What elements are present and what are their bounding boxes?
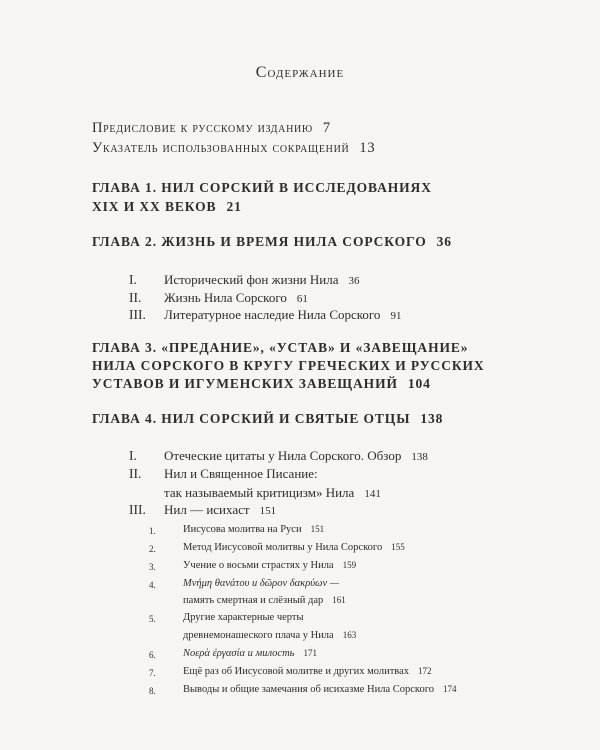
section-number: III. (129, 307, 146, 322)
section-text: Отеческие цитаты у Нила Сорского. Обзор 138 (164, 448, 428, 463)
entry-page: 7 (322, 120, 331, 136)
subsection-number: 4. (149, 580, 156, 590)
subsection-text-cont: древнемонашеского плача у Нила 163 (183, 630, 357, 641)
toc-entry-preface[interactable] (92, 120, 331, 137)
section-text: Жизнь Нила Сорского 61 (164, 290, 308, 305)
section-text: Литературное наследие Нила Сорского 91 (164, 307, 402, 322)
subsection-text: Νοερὰ ἐργασία и милость 171 (183, 648, 317, 659)
section-number: I. (129, 448, 137, 463)
subsection-text: Другие характерные черты (183, 612, 304, 623)
section-number: I. (129, 272, 137, 287)
entry-page: 104 (407, 376, 431, 391)
subsection-text: Μνήμη θανάτου и δῶρον δακρύων — (183, 578, 340, 589)
section-number: III. (129, 502, 146, 517)
entry-text: ГЛАВА 2. ЖИЗНЬ И ВРЕМЯ НИЛА СОРСКОГО (92, 234, 427, 249)
toc-entry-chapter-4[interactable] (92, 411, 443, 427)
entry-text: Указатель использованных сокращений (92, 140, 350, 156)
subsection-text: Выводы и общие замечания об исихазме Нила Сорского 174 (183, 684, 457, 695)
entry-text: УСТАВОВ И ИГУМЕНСКИХ ЗАВЕЩАНИЙ (92, 376, 398, 391)
subsection-number: 3. (149, 562, 156, 572)
section-text: Нил — исихаст 151 (164, 502, 277, 517)
toc-entry-abbreviations[interactable] (92, 140, 375, 157)
section-number: II. (129, 466, 142, 481)
subsection-text-cont: память смертная и слёзный дар 161 (183, 595, 346, 606)
subsection-number: 2. (149, 544, 156, 554)
section-text: Исторический фон жизни Нила 36 (164, 272, 360, 287)
toc-entry-chapter-3[interactable] (92, 340, 468, 356)
toc-entry-chapter-3-cont[interactable] (92, 376, 431, 392)
section-text-cont: так называемый критицизм» Нила 141 (164, 485, 381, 500)
entry-text: ГЛАВА 4. НИЛ СОРСКИЙ И СВЯТЫЕ ОТЦЫ (92, 411, 411, 426)
subsection-number: 1. (149, 526, 156, 536)
subsection-text: Учение о восьми страстях у Нила 159 (183, 560, 357, 571)
subsection-number: 5. (149, 614, 156, 624)
entry-text: XIX И XX ВЕКОВ (92, 199, 217, 214)
entry-text: Предисловие к русскому изданию (92, 120, 313, 136)
section-text: Нил и Священное Писание: (164, 466, 318, 481)
entry-text: НИЛА СОРСКОГО В КРУГУ ГРЕЧЕСКИХ И РУССКИХ (92, 358, 485, 373)
subsection-text: Иисусова молитва на Руси 151 (183, 524, 325, 535)
entry-text: ГЛАВА 3. «ПРЕДАНИЕ», «УСТАВ» И «ЗАВЕЩАНИЕ» (92, 340, 469, 355)
toc-entry-chapter-1[interactable] (92, 180, 432, 196)
section-number: II. (129, 290, 142, 305)
entry-page: 36 (436, 234, 452, 249)
subsection-text: Метод Иисусовой молитвы у Нила Сорского 155 (183, 542, 405, 553)
entry-text: ГЛАВА 1. НИЛ СОРСКИЙ В ИССЛЕДОВАНИЯХ (92, 180, 432, 195)
entry-page: 21 (226, 199, 242, 214)
subsection-number: 8. (149, 686, 156, 696)
toc-entry-chapter-2[interactable] (92, 234, 452, 250)
page-title: Содержание (255, 64, 345, 81)
toc-entry-chapter-3-cont[interactable] (92, 358, 485, 374)
subsection-text: Ещё раз об Иисусовой молитве и других молитвах 172 (183, 666, 432, 677)
entry-page: 13 (359, 140, 376, 156)
subsection-number: 7. (149, 668, 156, 678)
subsection-number: 6. (149, 650, 156, 660)
entry-page: 138 (420, 411, 444, 426)
toc-entry-chapter-1-cont[interactable] (92, 199, 242, 215)
